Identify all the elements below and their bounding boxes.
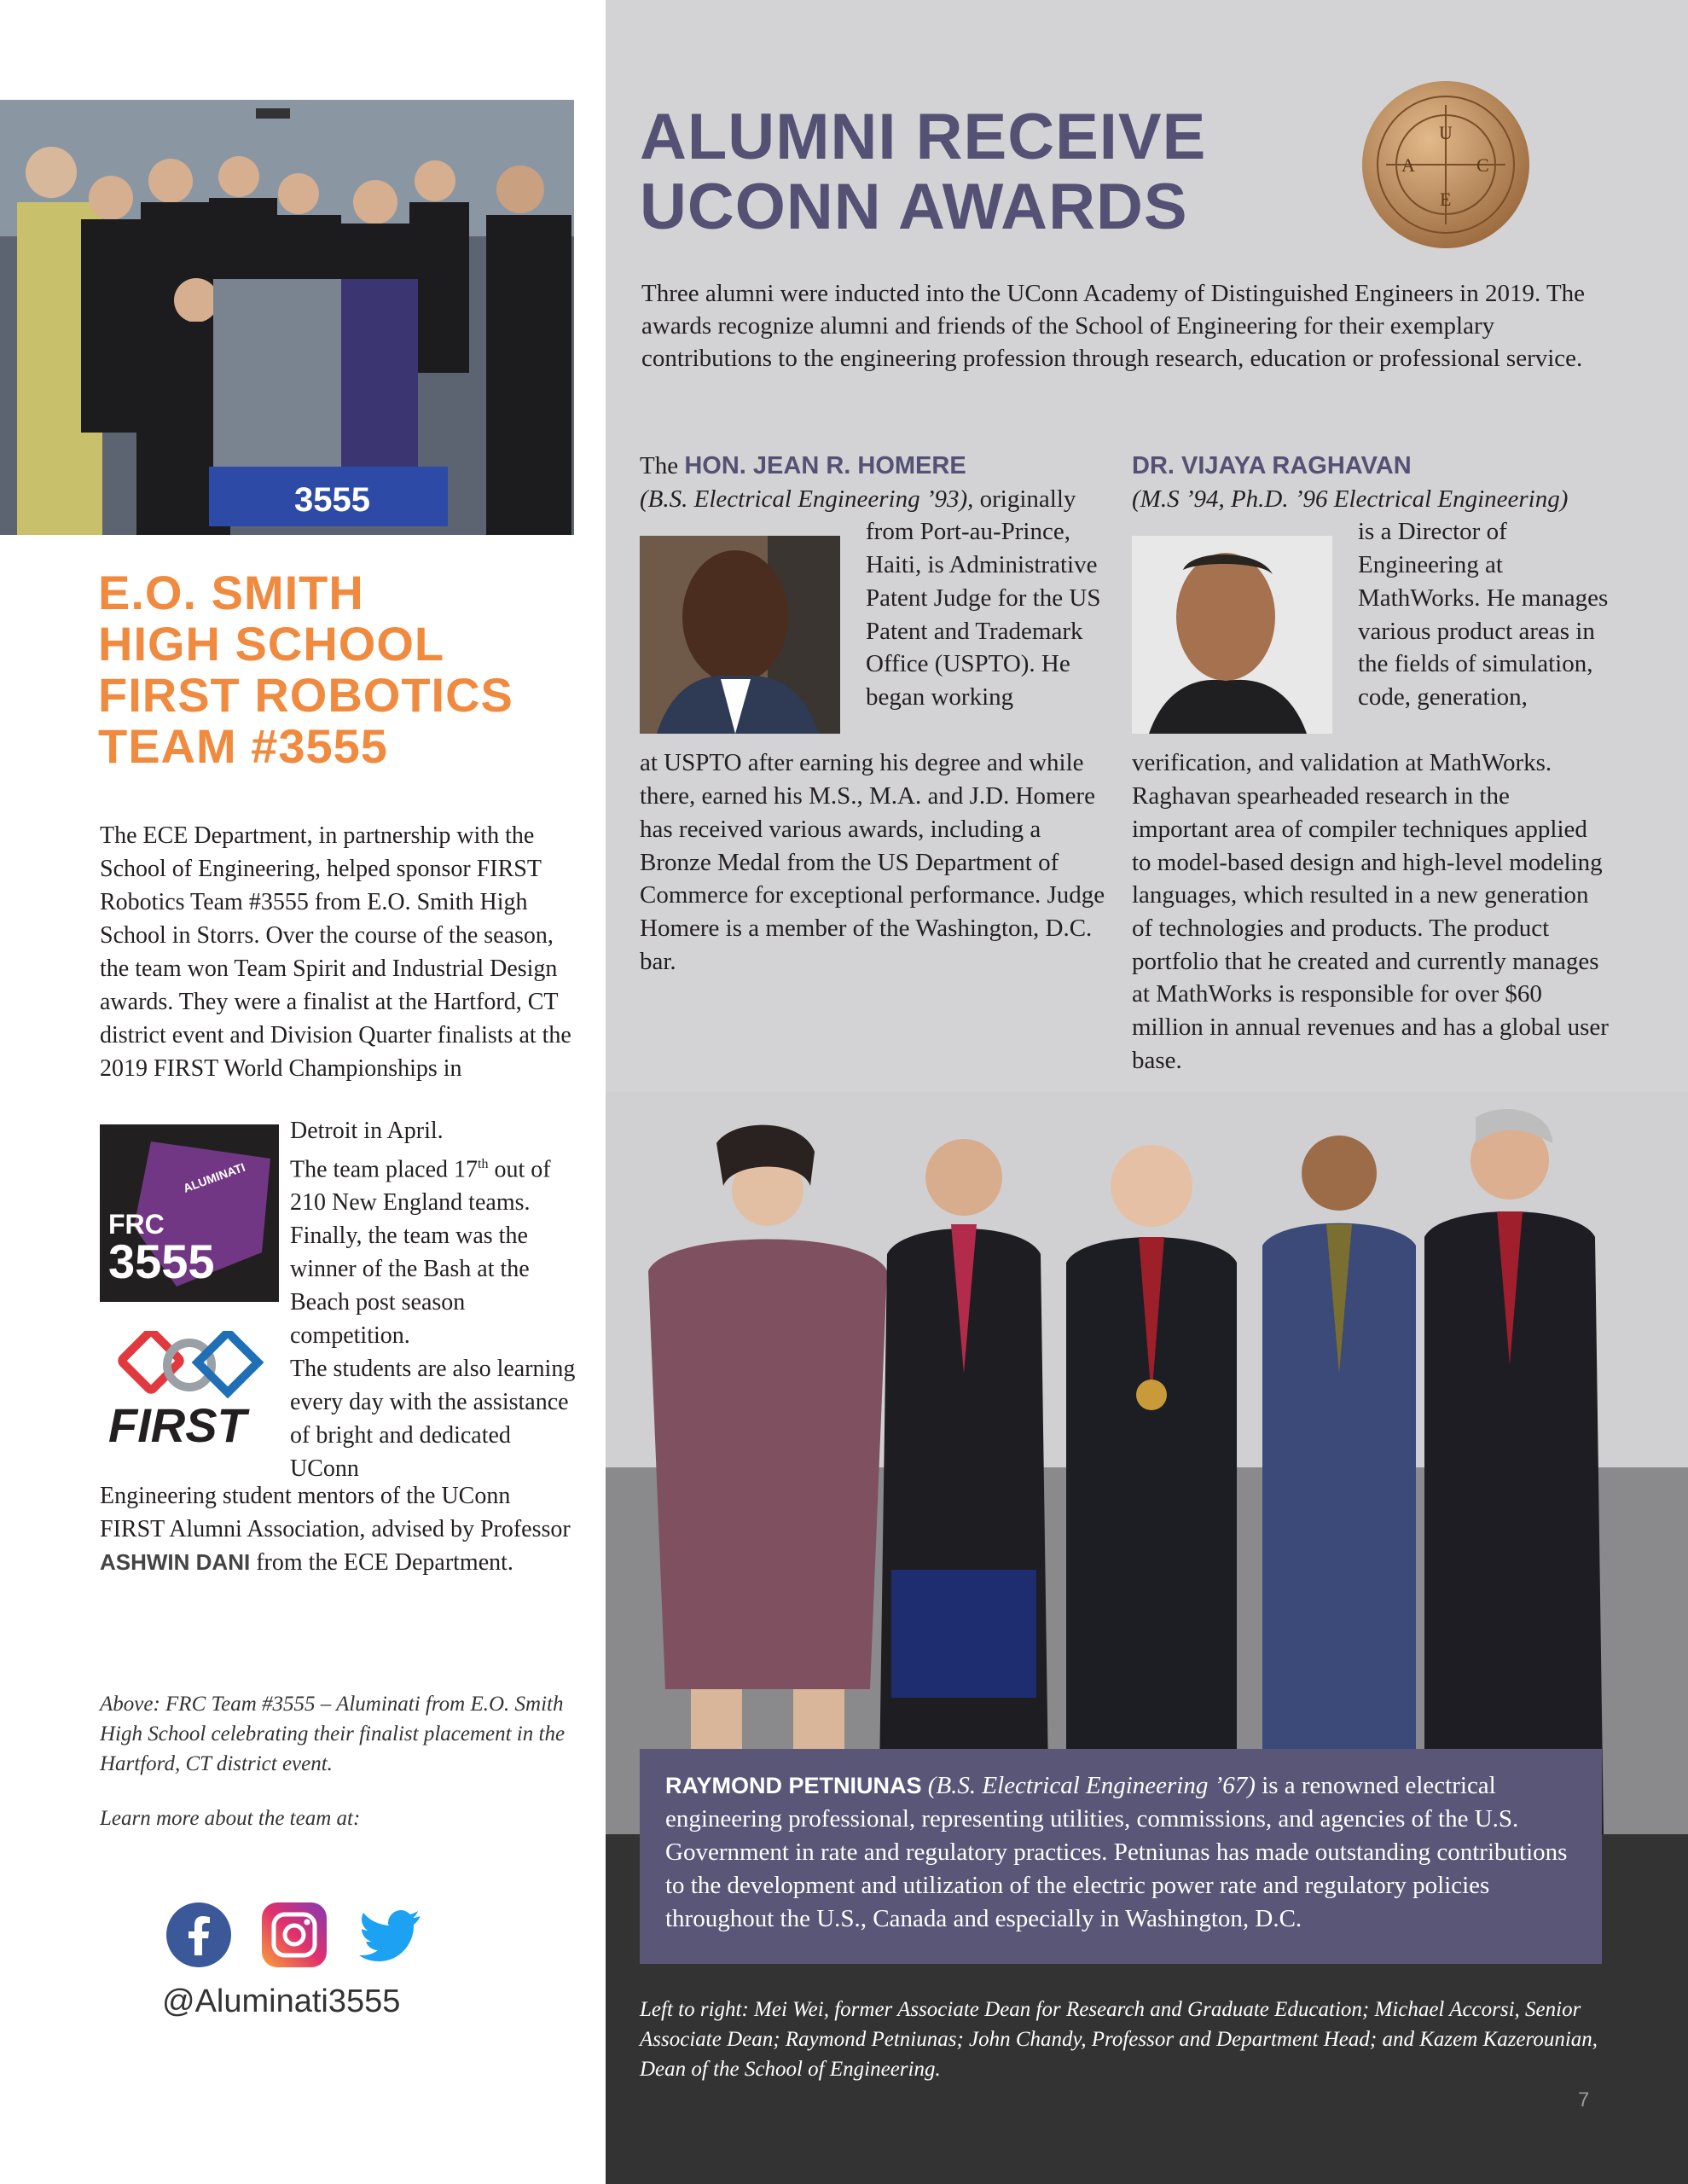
- text-span: Engineering student mentors of the UConn FIRST Alumni Association, advised by Professor: [100, 1483, 571, 1542]
- facebook-icon[interactable]: [166, 1902, 231, 1967]
- homere-portrait: [640, 536, 840, 734]
- headline-line: UCONN AWARDS: [640, 171, 1188, 243]
- learn-more-text: Learn more about the team at:: [100, 1807, 361, 1830]
- raghavan-rest-text: verification, and validation at MathWorks. Raghavan spearheaded research in the important area of compiler techniques applied to model-based design and high-level modeling languages, which resulted in a new generation of technologies and products. The product portfolio that he created and currently manages at MathWorks is responsible for over $60 million in annual revenues and has a global user base.: [1132, 749, 1609, 1074]
- raghavan-degree: (M.S ’94, Ph.D. ’96 Electrical Engineering): [1132, 485, 1569, 513]
- awards-headline: [640, 102, 1322, 242]
- ordinal-suffix: th: [478, 1157, 489, 1171]
- instagram-icon[interactable]: [262, 1902, 327, 1967]
- first-logo: [100, 1331, 279, 1459]
- homere-name: HON. JEAN R. HOMERE: [684, 452, 966, 479]
- homere-rest-text: at USPTO after earning his degree and while there, earned his M.S., M.A. and J.D. Homere has received various awards, including a Bronze Medal from the US Department of Commerce for exceptional performance. Judge Homere is a member of the Washington, D.C. bar.: [640, 749, 1105, 975]
- frc-logo-top: ALUMINATI: [181, 1159, 247, 1195]
- medal-letter: U: [1439, 122, 1453, 143]
- robotics-caption: Above: FRC Team #3555 – Aluminati from E.O. Smith High School celebrating their finalist placement in the Hartford, CT district event.: [100, 1693, 566, 1775]
- petniunas-name: RAYMOND PETNIUNAS: [665, 1773, 922, 1798]
- raghavan-wrap-text: is a Director of Engineering at MathWorks. He manages various product areas in the fields of simulation, code, generation,: [1358, 518, 1609, 711]
- robot-number: 3555: [294, 481, 370, 519]
- text-span: Detroit in April.: [290, 1118, 444, 1144]
- right-column: [606, 0, 1688, 2184]
- frc-3555-logo: [100, 1124, 279, 1302]
- title-line: E.O. SMITH: [98, 566, 364, 619]
- frc-logo-text: FRC: [108, 1209, 165, 1240]
- frc-logo-number: 3555: [108, 1234, 215, 1288]
- twitter-handle[interactable]: @Aluminati3555: [162, 1984, 401, 2019]
- robotics-paragraph-2: [290, 1114, 580, 1485]
- text-span: from the ECE Department.: [256, 1549, 513, 1576]
- group-photo-caption: Left to right: Mei Wei, former Associate Dean for Research and Graduate Education; Michael Accorsi, Senior Associate Dean; Raymond Petniunas; John Chandy, Professor and Department Head; and Kazem Kazerounian, Dean of the School of Engineering.: [640, 1998, 1598, 2081]
- homere-wrap-text: from Port-au-Prince, Haiti, is Administrative Patent Judge for the US Patent and Trademark Office (USPTO). He began working: [866, 518, 1101, 711]
- text-span: The students are also learning every day with the assistance of bright and dedicated UConn: [290, 1356, 576, 1483]
- text-span: originally: [973, 485, 1076, 513]
- raghavan-name: DR. VIJAYA RAGHAVAN: [1132, 452, 1412, 479]
- petniunas-box: [640, 1749, 1602, 1964]
- medal-letter: C: [1476, 154, 1489, 176]
- text-span: The team placed 17: [290, 1156, 479, 1183]
- awards-intro: Three alumni were inducted into the UConn Academy of Distinguished Engineers in 2019. The awards recognize alumni and friends of the School of Engineering for their exemplary contributions to the engineering profession through research, education or professional service.: [641, 280, 1586, 372]
- page-number: 7: [1578, 2088, 1590, 2111]
- robotics-title: [98, 567, 601, 772]
- left-column: [0, 0, 606, 2184]
- headline-line: ALUMNI RECEIVE: [640, 101, 1207, 173]
- homere-degree: (B.S. Electrical Engineering ’93),: [640, 485, 974, 513]
- medal-letter: E: [1440, 189, 1452, 210]
- text-span: out of 210 New England teams. Finally, the team was the winner of the Bash at the Beach post season competition.: [290, 1156, 551, 1350]
- petniunas-degree: (B.S. Electrical Engineering ’67): [927, 1772, 1256, 1799]
- robotics-paragraph-1: The ECE Department, in partnership with the School of Engineering, helped sponsor FIRST Robotics Team #3555 from E.O. Smith High School in Storrs. Over the course of the season, the team won Team Spirit and Industrial Design awards. They were a finalist at the Hartford, CT district event and Division Quarter finalists at the 2019 FIRST World Championships in: [100, 822, 571, 1082]
- uconn-academy-medal: [1360, 79, 1531, 250]
- title-line: FIRST ROBOTICS: [98, 668, 513, 722]
- text-span: The: [640, 452, 685, 479]
- title-line: HIGH SCHOOL: [98, 617, 445, 671]
- raghavan-portrait: [1132, 536, 1332, 734]
- title-line: TEAM #3555: [98, 719, 388, 773]
- medal-letter: A: [1401, 154, 1415, 176]
- social-icons: [166, 1902, 439, 1971]
- robotics-paragraph-3: [100, 1479, 577, 1579]
- advisor-name: ASHWIN DANI: [100, 1549, 251, 1575]
- petniunas-text: is a renowned electrical engineering professional, representing utilities, commissions, and agencies of the U.S. Government in rate and regulatory practices. Petniunas has made outstanding contributions to the development and utilization of the electric power rate and regulatory policies throughout the U.S., Canada and especially in Washington, D.C.: [665, 1772, 1568, 1932]
- robotics-team-photo: [0, 100, 574, 535]
- twitter-icon[interactable]: [359, 1902, 424, 1967]
- first-logo-text: FIRST: [108, 1398, 247, 1452]
